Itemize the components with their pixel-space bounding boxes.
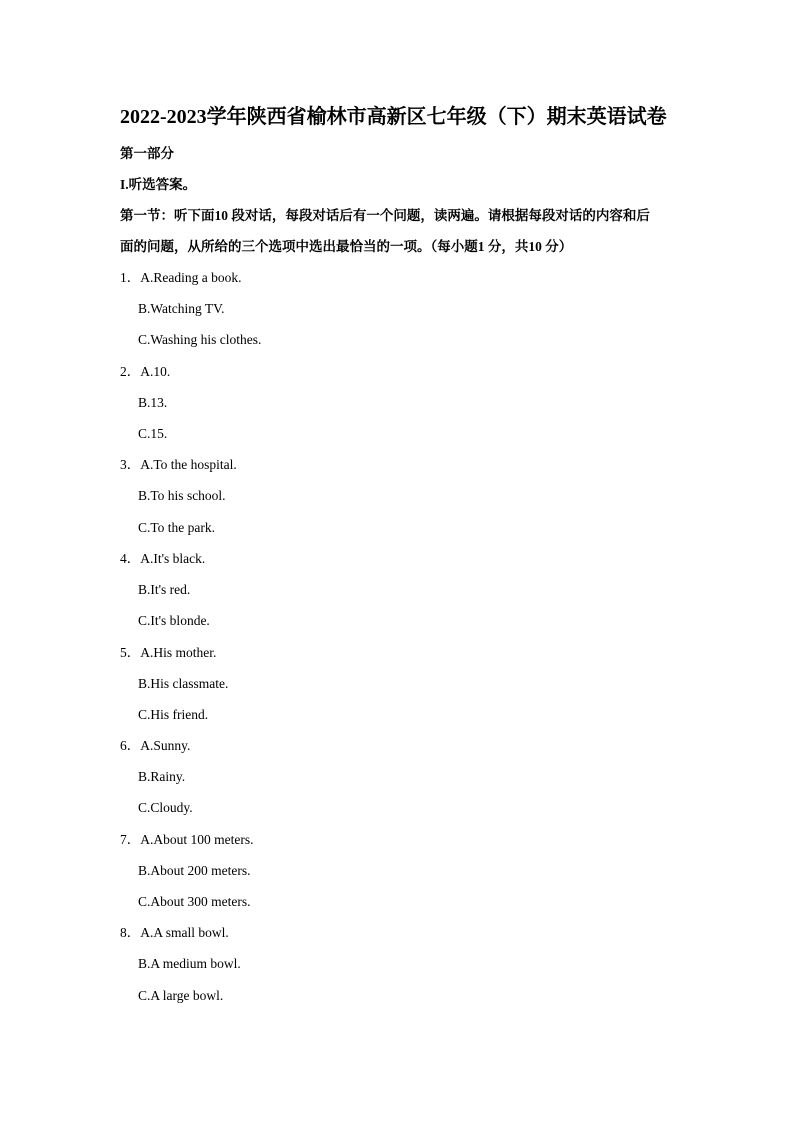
question-2: [120, 362, 170, 382]
question-7: [120, 830, 253, 850]
option-c: C.A large bowl.: [138, 988, 224, 1003]
option-a: A.A small bowl.: [140, 925, 229, 940]
instructions-line-2: 面的问题，从所给的三个选项中选出最恰当的一项。（每小题1 分，共10 分）: [120, 239, 573, 254]
section-heading: I.听选答案。: [120, 177, 197, 192]
option-b: B.His classmate.: [138, 676, 229, 691]
question-6: [120, 736, 190, 756]
question-5: [120, 643, 216, 663]
option-b: B.To his school.: [138, 488, 226, 503]
option-a: A.10.: [140, 364, 171, 379]
option-c: C.Cloudy.: [138, 800, 193, 815]
option-a: A.Sunny.: [140, 738, 191, 753]
question-number: 6．: [120, 738, 141, 753]
question-number: 3．: [120, 457, 141, 472]
option-c: C.Washing his clothes.: [138, 332, 262, 347]
option-c: C.About 300 meters.: [138, 894, 251, 909]
option-b: B.13.: [138, 395, 168, 410]
question-number: 8．: [120, 925, 141, 940]
part-heading: 第一部分: [120, 146, 174, 161]
option-a: A.Reading a book.: [140, 270, 242, 285]
option-a: A.To the hospital.: [140, 457, 237, 472]
question-number: 7．: [120, 832, 141, 847]
question-1: [120, 268, 241, 288]
instructions-line-1: 第一节：听下面10 段对话，每段对话后有一个问题，读两遍。请根据每段对话的内容和后: [120, 208, 650, 223]
option-b: B.Watching TV.: [138, 301, 225, 316]
page-title: 2022-2023学年陕西省榆林市高新区七年级（下）期末英语试卷: [120, 106, 667, 128]
option-c: C.It's blonde.: [138, 613, 210, 628]
option-c: C.15.: [138, 426, 168, 441]
option-a: A.About 100 meters.: [140, 832, 254, 847]
question-number: 2．: [120, 364, 141, 379]
option-a: A.His mother.: [140, 645, 217, 660]
question-number: 1．: [120, 270, 141, 285]
option-c: C.To the park.: [138, 520, 216, 535]
option-b: B.A medium bowl.: [138, 956, 241, 971]
option-b: B.Rainy.: [138, 769, 186, 784]
question-number: 5．: [120, 645, 141, 660]
question-3: [120, 455, 237, 475]
question-number: 4．: [120, 551, 141, 566]
option-b: B.It's red.: [138, 582, 191, 597]
question-8: [120, 923, 229, 943]
option-a: A.It's black.: [140, 551, 206, 566]
question-4: [120, 549, 205, 569]
option-c: C.His friend.: [138, 707, 209, 722]
option-b: B.About 200 meters.: [138, 863, 251, 878]
